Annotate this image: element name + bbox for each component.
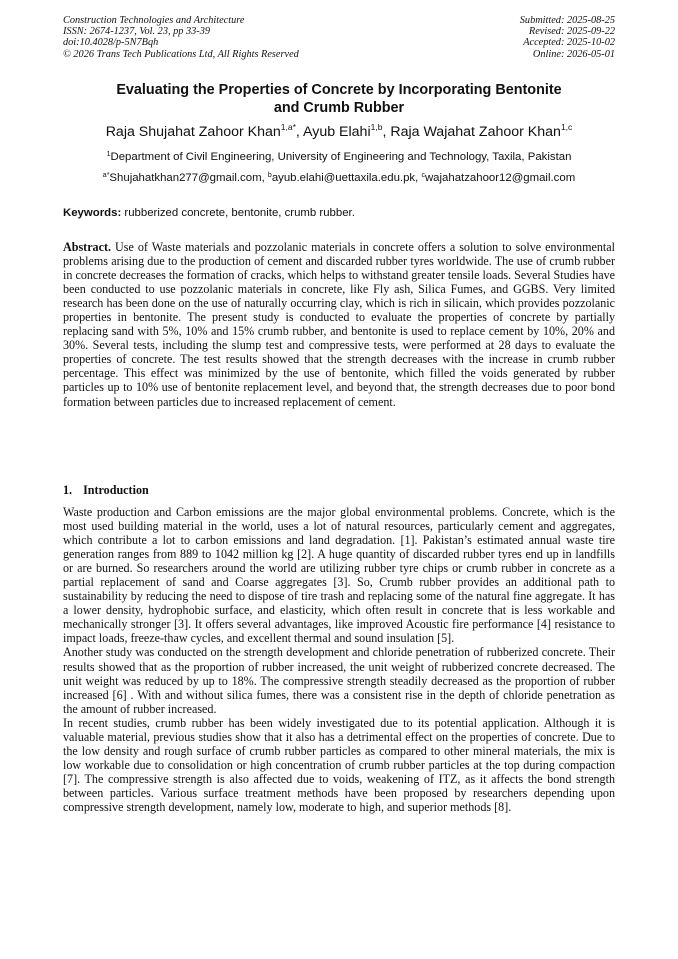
revised-date: Revised: 2025-09-22 (528, 26, 615, 38)
email-separator: , (261, 172, 268, 184)
journal-info (63, 15, 299, 60)
email-mark: a* (102, 172, 110, 179)
email-address[interactable]: wajahatzahoor12@gmail.com (424, 172, 576, 184)
email-mark: b (267, 172, 272, 179)
author-name: Ayub Elahi (303, 124, 371, 140)
affiliation-mark: 1 (106, 151, 111, 158)
author-affiliation-mark: 1,b (370, 122, 383, 132)
author-separator: , (382, 124, 391, 140)
abstract-label: Abstract. (63, 240, 112, 254)
author-name: Raja Shujahat Zahoor Khan (105, 124, 281, 140)
introduction-body (63, 505, 615, 814)
section-title: Introduction (83, 483, 149, 497)
paper-title (63, 82, 615, 117)
author-affiliation-mark: 1,a* (280, 122, 296, 132)
title-line-1: Evaluating the Properties of Concrete by Incorporating Bentonite (116, 82, 562, 98)
journal-name: Construction Technologies and Architecture (63, 15, 245, 26)
journal-copyright: © 2026 Trans Tech Publications Ltd, All Rights Reserved (63, 48, 299, 60)
email-mark: c (421, 172, 425, 179)
author-emails (40, 172, 638, 184)
keywords (63, 207, 355, 219)
journal-doi: doi:10.4028/p-5N7Bqh (63, 37, 159, 49)
keywords-label: Keywords: (63, 207, 122, 219)
email-separator: , (415, 172, 422, 184)
affiliation-text: Department of Civil Engineering, University of Engineering and Technology, Taxila, Pakistan (110, 151, 572, 163)
author-name: Raja Wajahat Zahoor Khan (390, 124, 561, 140)
author-separator: , (295, 124, 304, 140)
accepted-date: Accepted: 2025-10-02 (523, 37, 615, 49)
paragraph: Another study was conducted on the strength development and chloride penetration of rubberized concrete. Their results showed that as the proportion of rubber increased, the unit weight of rubberized concrete decreased. The unit weight was reduced by up to 18%. The compressive strength steadily decreased as the proportion of rubber increased [6] . With and without silica fumes, there was a consistent rise in the depth of chloride penetration as the amount of rubber increased. (63, 645, 615, 716)
email-address[interactable]: Shujahatkhan277@gmail.com (109, 172, 262, 184)
section-heading-introduction (63, 483, 149, 498)
author-affiliation (40, 151, 638, 163)
abstract (63, 240, 615, 409)
online-date: Online: 2026-05-01 (532, 48, 615, 60)
keywords-text: rubberized concrete, bentonite, crumb rubber. (121, 207, 355, 219)
submission-dates (520, 15, 615, 60)
email-address[interactable]: ayub.elahi@uettaxila.edu.pk (271, 172, 416, 184)
author-list (40, 124, 638, 140)
paragraph: Waste production and Carbon emissions are the major global environmental problems. Concrete, which is the most used building material in the world, uses a lot of natural resources, particularly cement and aggregates, which contribute a lot to carbon emissions and land degradation. [1]. Pakistan’s estimated annual waste tire generation ranges from 889 to 1042 million kg [2]. A huge quantity of discarded rubber tyres end up in landfills or are burned. So researchers around the world are utilizing rubber tyre chips or crumb rubber in concrete as a partial replacement of sand and Coarse aggregates [3]. So, Crumb rubber provides an additional path to sustainability by reducing the need to dispose of tire trash and replacing some of the natural fine aggregate. It has a lower density, hydrophobic surface, and elasticity, which often result in concrete that is less workable and mechanically stronger [3]. It offers several advantages, like improved Acoustic fire performance [4] resistance to impact loads, freeze-thaw cycles, and excellent thermal and sound insulation [5]. (63, 505, 615, 646)
author-affiliation-mark: 1,c (560, 122, 573, 132)
journal-issn: ISSN: 2674-1237, Vol. 23, pp 33-39 (63, 26, 211, 38)
abstract-text: Use of Waste materials and pozzolanic materials in concrete offers a solution to solve environmental problems arising due to the production of cement and discarded rubber tyres worldwide. The use of crumb rubber in concrete decreases the formation of cracks, which helps to withstand greater tensile loads. Several Studies have been conducted to use pozzolanic materials in concrete, like Fly ash, Silica Fumes, and GGBS. Very limited research has been done on the use of naturally occurring clay, which is rich in silicain, which provides pozzolanic properties in bentonite. The present study is conducted to evaluate the properties of concrete by partially replacing sand with 5%, 10% and 15% crumb rubber, and bentonite is used to replace cement by 10%, 20% and 30%. Several tests, including the slump test and compressive tests, were performed at 28 days to evaluate the properties of concrete. The test results showed that the strength decreases with the increase in crumb rubber percentage. This effect was minimized by the use of bentonite, which filled the voids generated by rubber particles up to 10% use of bentonite replacement level, and beyond that, the strength decreases due to poor bond formation between particles due to increased replacement of cement. (63, 240, 615, 409)
submitted-date: Submitted: 2025-08-25 (519, 15, 615, 26)
paragraph: In recent studies, crumb rubber has been widely investigated due to its potential application. Although it is valuable material, previous studies show that it also has a detrimental effect on the properties of concrete. Due to the low density and rough surface of crumb rubber particles as compared to other mineral materials, the mix is low workable due to consolidation or high concentration of crumb rubber particles at the top during compaction [7]. The compressive strength is also affected due to voids, weakening of ITZ, as it affects the bond strength between particles. Various surface treatment methods have been proposed by researchers depending upon compressive strength development, namely low, moderate to high, and superior methods [8]. (63, 715, 615, 814)
title-line-2: and Crumb Rubber (273, 99, 405, 116)
section-number: 1. (63, 483, 73, 497)
